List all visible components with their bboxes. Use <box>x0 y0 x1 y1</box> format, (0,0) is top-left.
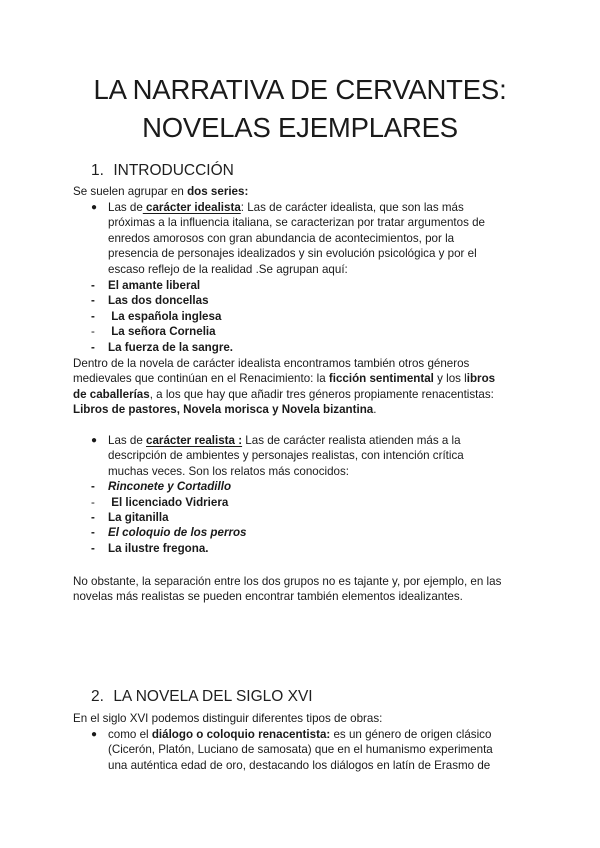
list-item-realista <box>108 541 209 556</box>
novel-title: La ilustre fregona. <box>108 541 209 555</box>
dialogo-line-3: una auténtica edad de oro, destacando los diálogos en latín de Erasmo de <box>108 758 491 772</box>
dialogo-pre: como el <box>108 728 152 741</box>
section-1-heading <box>91 162 234 180</box>
para2-line-2: novelas más realistas se pueden encontrar también elementos idealizantes. <box>73 590 463 604</box>
idealista-l1-post: : Las de carácter idealista, que son las más <box>240 201 464 214</box>
document-title-line-2: NOVELAS EJEMPLARES <box>142 112 458 143</box>
list-item-idealista <box>108 340 233 355</box>
list-item-idealista <box>108 278 200 293</box>
para1-line-3 <box>73 387 494 402</box>
novel-title: La española inglesa <box>108 309 222 323</box>
novel-title: Las dos doncellas <box>108 294 209 308</box>
realista-term: carácter realista : <box>146 434 243 447</box>
novel-title: El coloquio de los perros <box>108 526 247 540</box>
dash: - <box>91 495 95 509</box>
list-item-realista <box>108 510 169 525</box>
para1-line-4 <box>73 402 376 417</box>
idealista-line-4: presencia de personajes idealizados y sin evolución psicológica y por el <box>108 247 477 261</box>
section-2-title: LA NOVELA DEL SIGLO XVI <box>113 688 313 705</box>
novel-title: Rinconete y Cortadillo <box>108 480 232 494</box>
para1-line-2 <box>73 371 495 386</box>
dash: - <box>91 294 95 308</box>
bullet-idealista: ● <box>91 202 98 213</box>
idealista-line-5: escaso reflejo de la realidad .Se agrupan aquí: <box>108 262 348 276</box>
dialogo-l1-post: es un género de origen clásico <box>330 728 492 741</box>
idealista-line-1 <box>108 200 464 215</box>
dash: - <box>91 480 95 494</box>
list-item-idealista <box>108 309 221 324</box>
section-2-heading <box>91 688 313 706</box>
dash: - <box>91 279 95 292</box>
list-item-realista <box>108 479 231 494</box>
list-item-idealista <box>108 293 209 308</box>
dash: - <box>91 325 95 339</box>
list-item-idealista <box>108 324 216 339</box>
list-item-realista <box>108 495 228 510</box>
idealista-term: carácter idealista <box>142 201 241 214</box>
dialogo-bold: diálogo o coloquio renacentista: <box>151 728 331 741</box>
para1-l2-pre: medievales que continúan en el Renacimiento: la <box>73 372 329 386</box>
para1-l3-bold: de caballerías <box>73 387 150 401</box>
dialogo-line-2: (Cicerón, Platón, Luciano de samosata) que en el humanismo experimenta <box>108 743 493 757</box>
novel-title: La gitanilla <box>108 511 169 524</box>
novel-title: El licenciado Vidriera <box>108 495 229 509</box>
dash: - <box>91 340 95 354</box>
para1-line-1: Dentro de la novela de carácter idealista encontramos también otros géneros <box>73 357 470 370</box>
idealista-line-3: enredos amorosos con gran abundancia de acontecimientos, por la <box>108 231 455 245</box>
dash: - <box>91 511 95 524</box>
realista-line-3: muchas veces. Son los relatos más conocidos: <box>108 464 350 478</box>
para1-l3-post: , a los que hay que añadir tres géneros propiamente renacentistas: <box>149 387 494 401</box>
realista-pre: Las de <box>108 434 147 447</box>
section-1-number: 1. <box>91 162 104 179</box>
section-1-intro <box>73 184 248 199</box>
intro-bold: dos series: <box>187 185 249 198</box>
realista-line-1 <box>108 433 461 448</box>
realista-line-2: descripción de ambientes y personajes realistas, con intención crítica <box>108 449 464 463</box>
realista-l1-post: Las de carácter realista atienden más a la <box>242 434 461 447</box>
dash: - <box>91 541 95 555</box>
section-2-number: 2. <box>91 688 104 705</box>
para1-l2-bold-1: ficción sentimental <box>328 372 434 386</box>
para2-line-1: No obstante, la separación entre los dos grupos no es tajante y, por ejemplo, en las <box>73 575 502 588</box>
novel-title: El amante liberal <box>108 279 201 292</box>
list-item-realista <box>108 525 247 540</box>
para1-l4-post: . <box>373 403 377 417</box>
intro-text: Se suelen agrupar en <box>73 185 188 198</box>
para1-l2-bold-2: ibros <box>466 372 496 386</box>
para1-l4-bold: Libros de pastores, Novela morisca y Novela bizantina <box>73 403 374 417</box>
dash: - <box>91 526 95 540</box>
section-2-intro: En el siglo XVI podemos distinguir diferentes tipos de obras: <box>73 712 383 725</box>
bullet-dialogo: ● <box>91 729 98 740</box>
dialogo-line-1 <box>108 727 491 742</box>
dash: - <box>91 309 95 323</box>
section-1-title: INTRODUCCIÓN <box>113 162 234 179</box>
idealista-line-2: próximas a la influencia italiana, se caracterizan por tratar argumentos de <box>108 216 485 230</box>
idealista-pre: Las de <box>108 201 143 214</box>
novel-title: La fuerza de la sangre. <box>108 340 234 354</box>
document-title-line-1: LA NARRATIVA DE CERVANTES: <box>93 74 507 105</box>
novel-title: La señora Cornelia <box>108 325 216 339</box>
bullet-realista: ● <box>91 435 98 446</box>
para1-l2-mid: y los l <box>433 372 467 386</box>
